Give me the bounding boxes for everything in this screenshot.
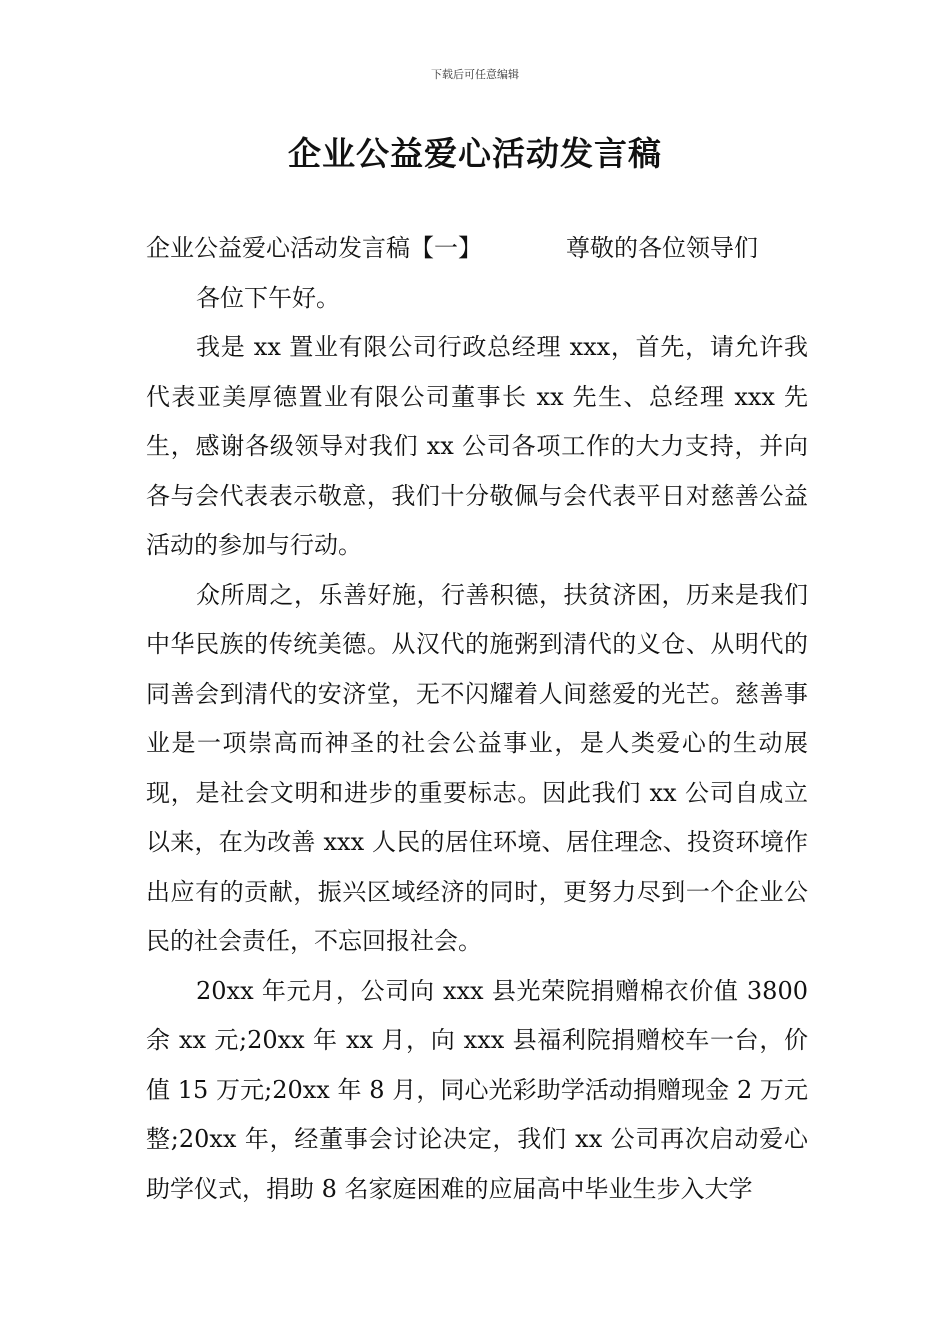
paragraph-donations: 20xx 年元月，公司向 xxx 县光荣院捐赠棉衣价值 3800 余 xx 元;20xx 年 xx 月，向 xxx 县福利院捐赠校车一台，价值 15 万元;20xx 年 8 月，同心光彩助学活动捐赠现金 2 万元整;20xx 年，经董事会讨论决定，我们 xx 公司再次启动爱心助学仪式，捐助 8 名家庭困难的应届高中毕业生步入大学 <box>146 976 808 1203</box>
paragraph-greeting: 各位下午好。 <box>196 283 340 312</box>
document-title: 企业公益爱心活动发言稿 <box>288 134 662 173</box>
document-body <box>146 224 808 1214</box>
intro-line <box>146 224 758 274</box>
paragraph-charity-tradition: 众所周之，乐善好施，行善积德，扶贫济困，历来是我们中华民族的传统美德。从汉代的施粥到清代的义仓、从明代的同善会到清代的安济堂，无不闪耀着人间慈爱的光芒。慈善事业是一项崇高而神圣的社会公益事业，是人类爱心的生动展现，是社会文明和进步的重要标志。因此我们 xx 公司自成立以来，在为改善 xxx 人民的居住环境、居住理念、投资环境作出应有的贡献，振兴区域经济的同时，更努力尽到一个企业公民的社会责任，不忘回报社会。 <box>146 580 808 955</box>
paragraph-introduction: 我是 xx 置业有限公司行政总经理 xxx，首先，请允许我代表亚美厚德置业有限公司董事长 xx 先生、总经理 xxx 先生，感谢各级领导对我们 xx 公司各项工作的大力支持，并向各与会代表表示敬意，我们十分敬佩与会代表平日对慈善公益活动的参加与行动。 <box>146 333 808 559</box>
salutation: 尊敬的各位领导们 <box>566 234 758 262</box>
section-heading: 企业公益爱心活动发言稿【一】 <box>146 234 482 262</box>
header-note: 下载后可任意编辑 <box>431 68 519 81</box>
